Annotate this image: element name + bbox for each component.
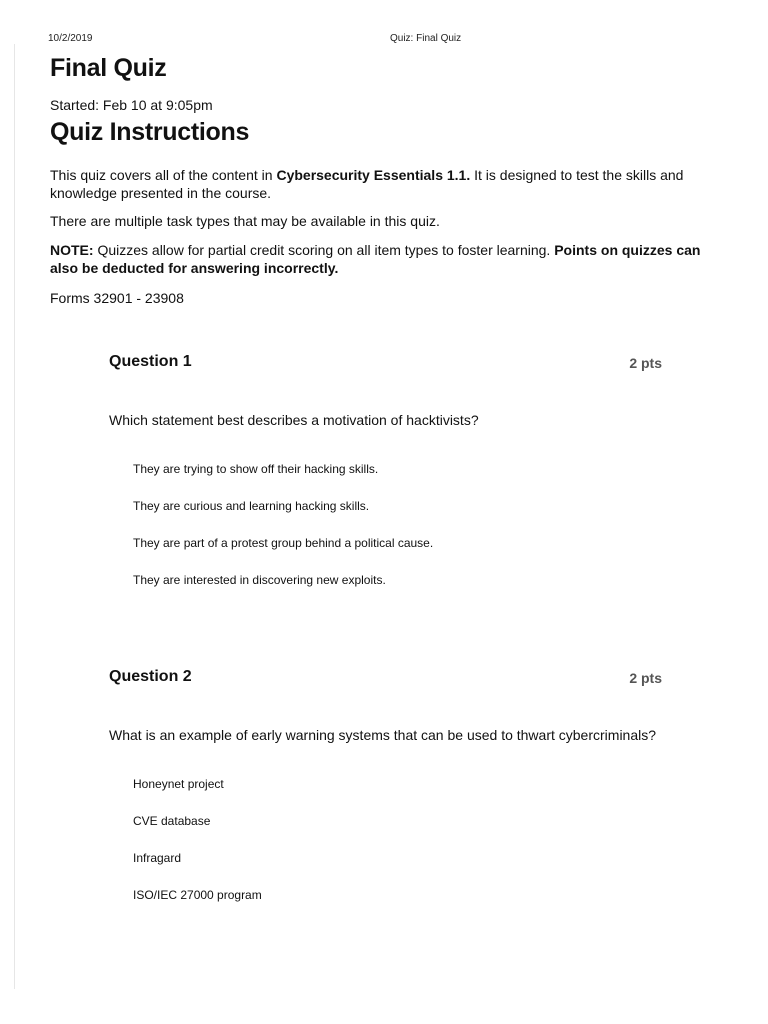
answer-list <box>133 777 262 925</box>
forms-id: Forms 32901 - 23908 <box>50 290 184 306</box>
answer-list <box>133 462 433 610</box>
page-title: Final Quiz <box>50 54 167 82</box>
question-text: Which statement best describes a motivation of hacktivists? <box>109 412 479 428</box>
note-label: NOTE: <box>50 242 94 258</box>
answer-option[interactable]: They are trying to show off their hacking skills. <box>133 462 379 476</box>
instructions-intro <box>50 166 715 202</box>
question-points: 2 pts <box>629 670 662 686</box>
answer-option[interactable]: Honeynet project <box>133 777 224 791</box>
answer-option[interactable]: They are part of a protest group behind a political cause. <box>133 536 434 550</box>
instructions-heading: Quiz Instructions <box>50 118 250 146</box>
print-date: 10/2/2019 <box>48 33 93 44</box>
question-text: What is an example of early warning systems that can be used to thwart cybercriminals? <box>109 727 657 743</box>
answer-option[interactable]: Infragard <box>133 851 182 865</box>
question-1 <box>108 353 668 587</box>
instructions-task-types: There are multiple task types that may be available in this quiz. <box>50 213 440 229</box>
started-timestamp: Started: Feb 10 at 9:05pm <box>50 97 213 113</box>
question-title: Question 1 <box>109 353 192 370</box>
print-page-title: Quiz: Final Quiz <box>390 33 462 44</box>
note-warning: Points on quizzes can also be deducted for answering incorrectly. <box>50 242 701 276</box>
answer-option[interactable]: They are curious and learning hacking skills. <box>133 499 370 513</box>
answer-option[interactable]: They are interested in discovering new exploits. <box>133 573 386 587</box>
page-margin-rule <box>14 44 15 989</box>
course-name: Cybersecurity Essentials 1.1. <box>276 167 471 183</box>
note-text: Quizzes allow for partial credit scoring on all item types to foster learning. <box>93 242 555 258</box>
intro-text-start: This quiz covers all of the content in <box>50 167 277 183</box>
question-2 <box>108 668 668 902</box>
instructions-note <box>50 241 715 277</box>
answer-option[interactable]: CVE database <box>133 814 211 828</box>
intro-text-end: It is designed to test the skills and knowledge presented in the course. <box>50 167 684 201</box>
print-header <box>48 33 748 47</box>
answer-option[interactable]: ISO/IEC 27000 program <box>133 888 262 902</box>
question-title: Question 2 <box>109 668 192 685</box>
question-points: 2 pts <box>629 355 662 371</box>
question-header <box>108 668 668 690</box>
question-header <box>108 353 668 375</box>
